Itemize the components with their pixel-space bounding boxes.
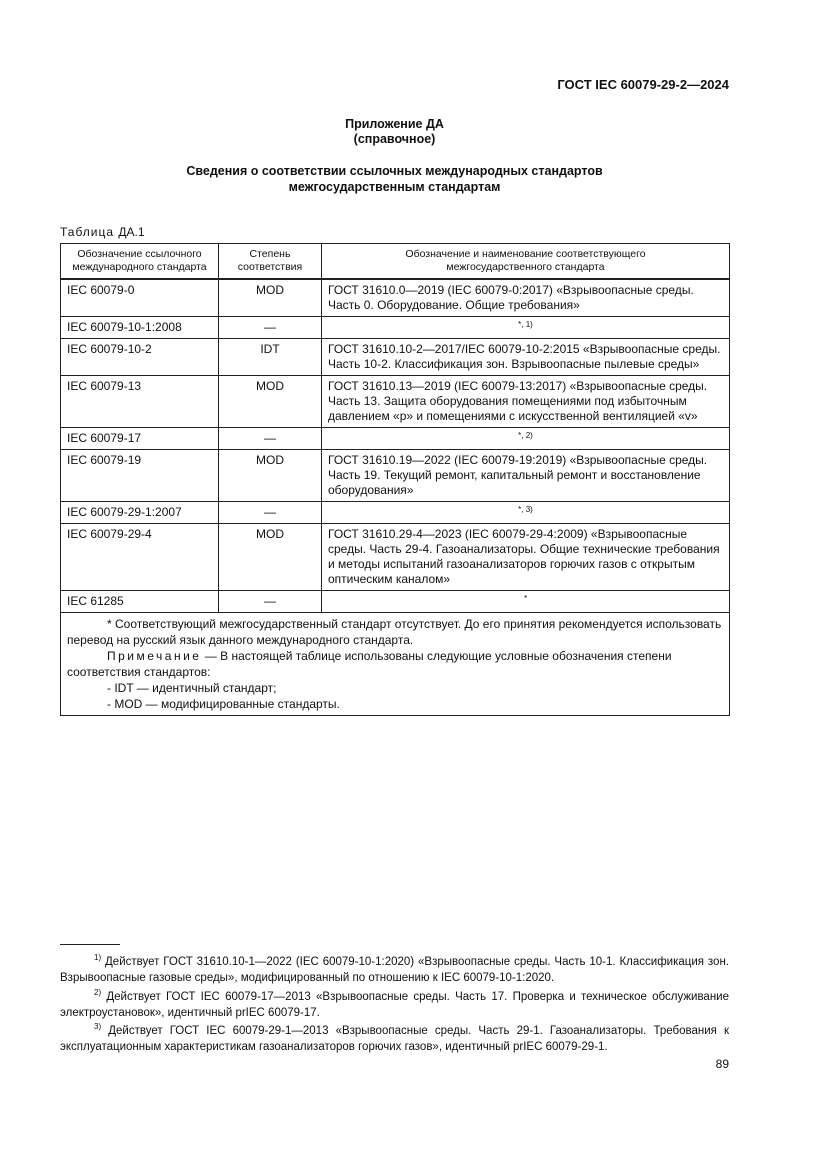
correspondence-table — [60, 243, 730, 716]
list-item: - IDT — идентичный стандарт; — [107, 681, 277, 695]
table-label-word: Таблица — [60, 225, 115, 239]
table-label-number: ДА.1 — [118, 225, 145, 239]
table-row — [61, 591, 730, 613]
cell-standard: IEC 60079-29-4 — [61, 524, 219, 591]
cell-interstate: *, 2) — [322, 428, 730, 450]
cell-degree: — — [219, 591, 322, 613]
footnote-text: Действует ГОСТ 31610.10-1—2022 (IEC 60079-10-1:2020) «Взрывоопасные среды. Часть 10-1. Классификация зон. Взрывоопасные газовые среды», модифицированный по отношению к IEC 60079-10-1:2020. — [60, 955, 729, 984]
cell-interstate: *, 1) — [322, 317, 730, 339]
header-col-degree — [219, 244, 322, 280]
footnote-text: Действует ГОСТ IEC 60079-29-1—2013 «Взрывоопасные среды. Часть 29-1. Газоанализаторы. Требования к эксплуатационным характеристикам газоанализаторов горючих газов», идентичный prIEC 60079-29-1. — [60, 1024, 729, 1053]
footnote-divider — [60, 944, 120, 945]
header-col-standard-line1: Обозначение ссылочного — [77, 248, 202, 260]
cell-degree: — — [219, 502, 322, 524]
cell-interstate: ГОСТ 31610.10-2—2017/IEC 60079-10-2:2015 «Взрывоопасные среды. Часть 10-2. Классификация зон. Взрывоопасные пылевые среды» — [322, 339, 730, 376]
table-row — [61, 279, 730, 317]
cell-standard: IEC 61285 — [61, 591, 219, 613]
cell-standard: IEC 60079-13 — [61, 376, 219, 428]
cell-standard: IEC 60079-10-1:2008 — [61, 317, 219, 339]
page-number: 89 — [715, 1057, 729, 1071]
header-col-interstate — [322, 244, 730, 280]
cell-degree: MOD — [219, 524, 322, 591]
footnote-mark: 1) — [94, 953, 102, 962]
cell-interstate: ГОСТ 31610.29-4—2023 (IEC 60079-29-4:2009) «Взрывоопасные среды. Часть 29-4. Газоанализаторы. Общие технические требования и методы испытаний газоанализаторов горючих газов с открытым оптическим каналом» — [322, 524, 730, 591]
document-code: ГОСТ IEC 60079-29-2—2024 — [557, 77, 729, 92]
header-col-degree-line1: Степень — [249, 248, 291, 260]
table-footer-notes — [61, 613, 730, 716]
table-label — [60, 225, 145, 239]
cell-degree: MOD — [219, 450, 322, 502]
note-label: Примечание — [107, 649, 202, 663]
footnote-mark: 2) — [94, 988, 102, 997]
table-row — [61, 317, 730, 339]
table-footer-row — [61, 613, 730, 716]
list-item: - MOD — модифицированные стандарты. — [107, 697, 340, 711]
section-title-line1: Сведения о соответствии ссылочных международных стандартов — [186, 164, 603, 178]
cell-degree: — — [219, 428, 322, 450]
cell-interstate: *, 3) — [322, 502, 730, 524]
table-header-row — [61, 244, 730, 280]
cell-degree: MOD — [219, 376, 322, 428]
cell-standard: IEC 60079-19 — [61, 450, 219, 502]
footnote-text: Действует ГОСТ IEC 60079-17—2013 «Взрывоопасные среды. Часть 17. Проверка и техническое обслуживание электроустановок», идентичный prIEC 60079-17. — [60, 990, 729, 1019]
cell-standard: IEC 60079-17 — [61, 428, 219, 450]
header-col-degree-line2: соответствия — [237, 261, 303, 273]
table-row — [61, 524, 730, 591]
section-title-line2: межгосударственным стандартам — [288, 180, 501, 194]
table-note — [67, 648, 723, 680]
footnote-3 — [60, 1019, 729, 1055]
header-col-interstate-line1: Обозначение и наименование соответствующего — [405, 248, 646, 260]
footnote-2 — [60, 985, 729, 1021]
table-row — [61, 339, 730, 376]
header-col-interstate-line2: межгосударственного стандарта — [446, 261, 605, 273]
header-col-standard-line2: международного стандарта — [72, 261, 207, 273]
cell-interstate: ГОСТ 31610.13—2019 (IEC 60079-13:2017) «Взрывоопасные среды. Часть 13. Защита оборудования помещениями под избыточным давлением «p» и помещениями с искусственной вентиляцией «v» — [322, 376, 730, 428]
cell-standard: IEC 60079-0 — [61, 279, 219, 317]
appendix-subtitle: (справочное) — [353, 132, 436, 146]
cell-interstate: ГОСТ 31610.0—2019 (IEC 60079-0:2017) «Взрывоопасные среды. Часть 0. Оборудование. Общие требования» — [322, 279, 730, 317]
cell-interstate: * — [322, 591, 730, 613]
table-row — [61, 376, 730, 428]
cell-degree: IDT — [219, 339, 322, 376]
cell-degree: MOD — [219, 279, 322, 317]
footnote-mark: 3) — [94, 1022, 102, 1031]
cell-standard: IEC 60079-10-2 — [61, 339, 219, 376]
header-col-standard — [61, 244, 219, 280]
cell-interstate: ГОСТ 31610.19—2022 (IEC 60079-19:2019) «Взрывоопасные среды. Часть 19. Текущий ремонт, капитальный ремонт и восстановление оборудования» — [322, 450, 730, 502]
star-note: * Соответствующий межгосударственный стандарт отсутствует. До его принятия рекомендуется использовать перевод на русский язык данного международного стандарта. — [67, 617, 722, 647]
table-row — [61, 428, 730, 450]
appendix-title: Приложение ДА — [345, 117, 444, 131]
table-row — [61, 502, 730, 524]
cell-standard: IEC 60079-29-1:2007 — [61, 502, 219, 524]
note-text: — В настоящей таблице использованы следующие условные обозначения степени соответствия стандартов: — [67, 649, 672, 679]
section-title — [60, 163, 729, 195]
footnote-1 — [60, 950, 729, 986]
cell-degree: — — [219, 317, 322, 339]
table-row — [61, 450, 730, 502]
